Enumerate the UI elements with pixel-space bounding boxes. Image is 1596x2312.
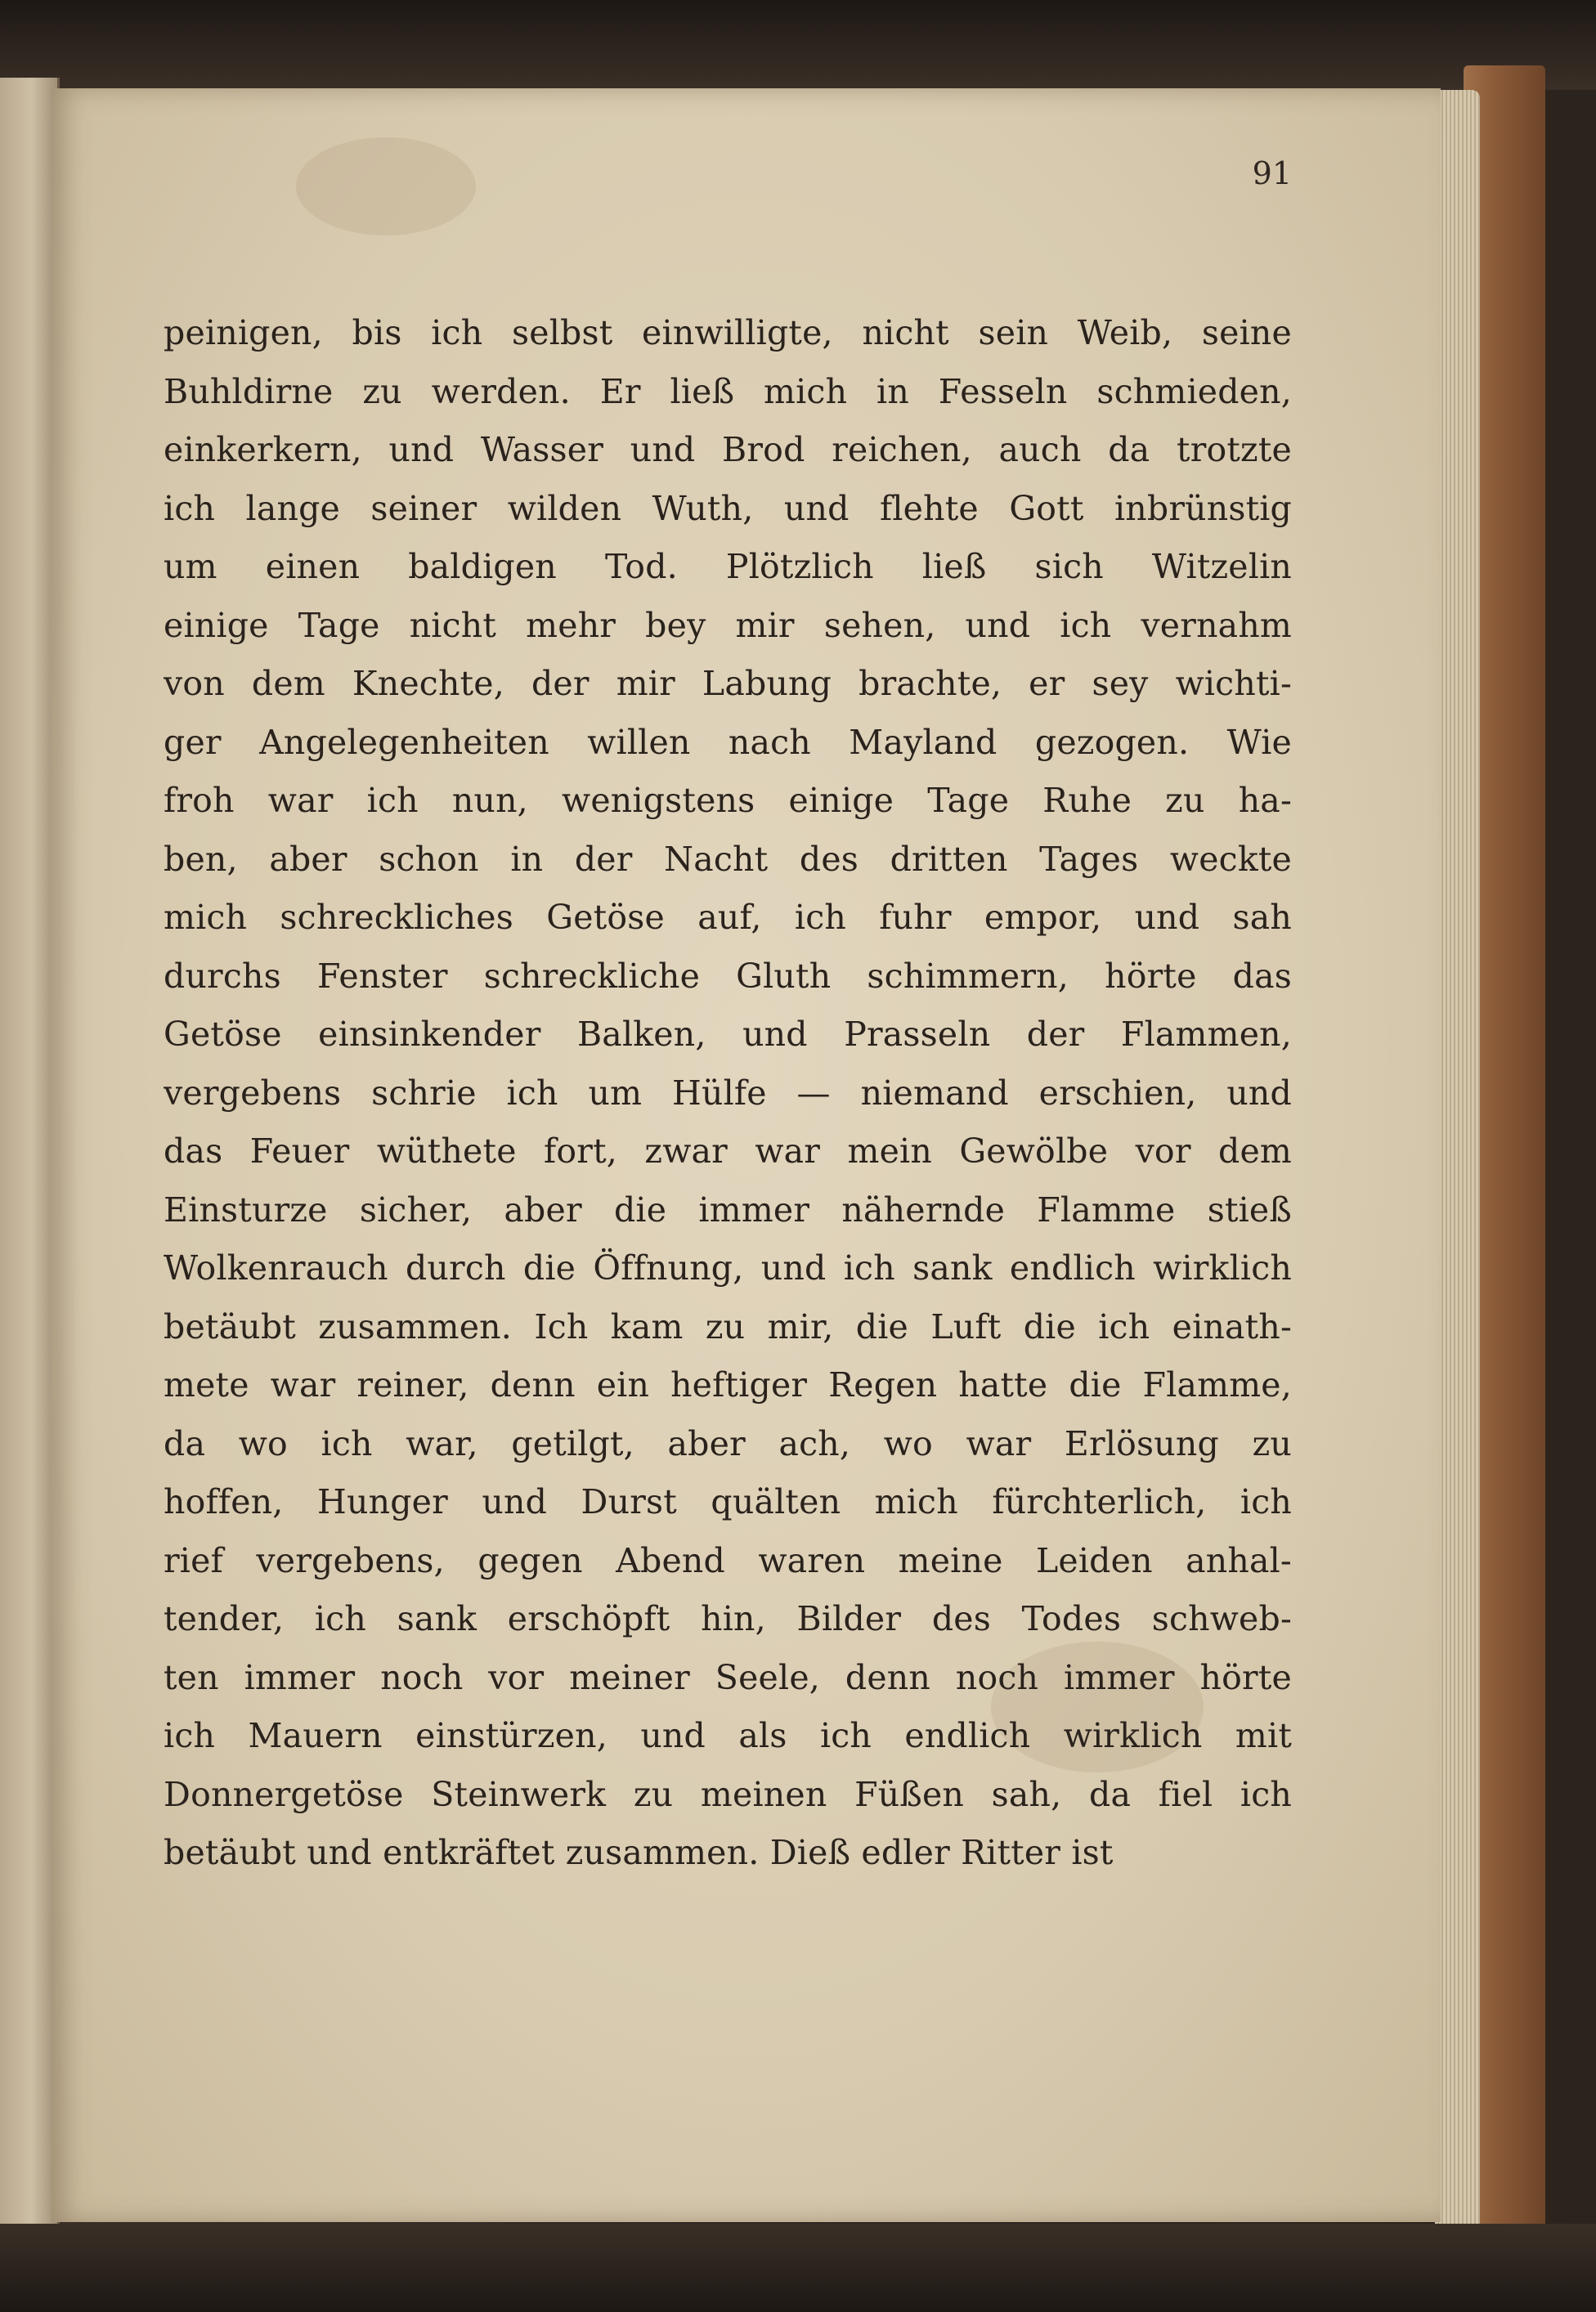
page-number: 91 xyxy=(1252,155,1292,191)
text-line: froh war ich nun, wenigstens einige Tage Ruhe zu ha- xyxy=(164,781,1292,820)
text-line: betäubt zusammen. Ich kam zu mir, die Luft die ich einath- xyxy=(164,1306,1292,1346)
text-line: mich schreckliches Getöse auf, ich fuhr empor, und sah xyxy=(164,898,1292,937)
bottom-shadow xyxy=(0,2224,1596,2312)
text-line: tender, ich sank erschöpft hin, Bilder des Todes schweb- xyxy=(164,1599,1292,1638)
text-line: betäubt und entkräftet zusammen. Dieß edler Ritter ist xyxy=(164,1833,1114,1872)
text-line: das Feuer wüthete fort, zwar war mein Gewölbe vor dem xyxy=(164,1131,1292,1171)
text-line: rief vergebens, gegen Abend waren meine Leiden anhal- xyxy=(164,1540,1292,1580)
text-line: einkerkern, und Wasser und Brod reichen, auch da trotzte xyxy=(164,430,1292,469)
text-line: ben, aber schon in der Nacht des dritten Tages weckte xyxy=(164,839,1292,879)
text-line: Buhldirne zu werden. Er ließ mich in Fesseln schmieden, xyxy=(164,371,1292,411)
text-line: da wo ich war, getilgt, aber ach, wo war Erlösung zu xyxy=(164,1423,1292,1463)
text-line: Donnergetöse Steinwerk zu meinen Füßen sah, da fiel ich xyxy=(164,1774,1292,1814)
text-line: Wolkenrauch durch die Öffnung, und ich sank endlich wirklich xyxy=(164,1248,1292,1288)
text-line: um einen baldigen Tod. Plötzlich ließ sich Witzelin xyxy=(164,547,1292,586)
text-line: von dem Knechte, der mir Labung brachte, er sey wichti- xyxy=(164,664,1292,703)
text-line: ich Mauern einstürzen, und als ich endlich wirklich mit xyxy=(164,1716,1292,1755)
text-line: Getöse einsinkender Balken, und Prasseln der Flammen, xyxy=(164,1015,1292,1054)
page-text xyxy=(164,304,1292,1883)
text-line: durchs Fenster schreckliche Gluth schimmern, hörte das xyxy=(164,956,1292,996)
text-line: peinigen, bis ich selbst einwilligte, nicht sein Weib, seine xyxy=(164,313,1292,352)
text-line: ten immer noch vor meiner Seele, denn noch immer hörte xyxy=(164,1657,1292,1697)
text-line: Einsturze sicher, aber die immer nähernde Flamme stieß xyxy=(164,1190,1292,1230)
page-edges xyxy=(1435,90,1480,2232)
text-line: einige Tage nicht mehr bey mir sehen, und ich vernahm xyxy=(164,605,1292,645)
text-line: vergebens schrie ich um Hülfe — niemand erschien, und xyxy=(164,1073,1292,1113)
text-line: mete war reiner, denn ein heftiger Regen hatte die Flamme, xyxy=(164,1365,1292,1405)
text-line: ger Angelegenheiten willen nach Mayland gezogen. Wie xyxy=(164,722,1292,762)
text-line: hoffen, Hunger und Durst quälten mich fürchterlich, ich xyxy=(164,1482,1292,1521)
text-line: ich lange seiner wilden Wuth, und flehte Gott inbrünstig xyxy=(164,488,1292,528)
paper-stain xyxy=(296,137,476,235)
top-shadow xyxy=(0,0,1596,90)
